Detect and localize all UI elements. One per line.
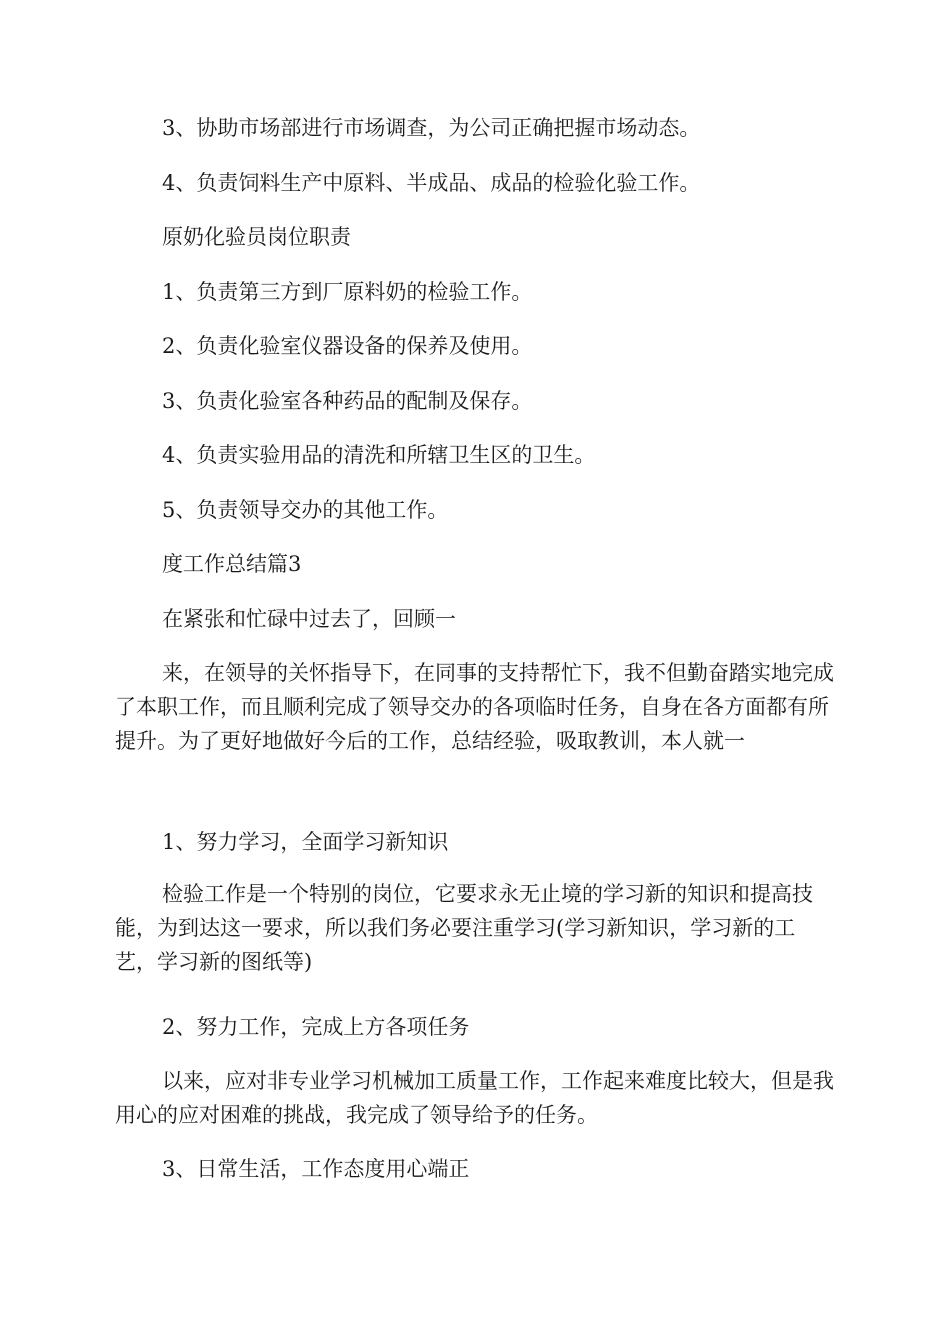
paragraph: 3、协助市场部进行市场调查，为公司正确把握市场动态。 — [162, 116, 701, 140]
paragraph: 4、负责饲料生产中原料、半成品、成品的检验化验工作。 — [162, 171, 701, 195]
paragraph: 2、负责化验室仪器设备的保养及使用。 — [162, 334, 533, 358]
paragraph: 检验工作是一个特别的岗位，它要求永无止境的学习新的知识和提高技能，为到达这一要求，所以我们务必要注重学习(学习新知识，学习新的工艺，学习新的图纸等) — [115, 882, 813, 974]
paragraph: 2、努力工作，完成上方各项任务 — [162, 1015, 470, 1039]
paragraph: 5、负责领导交办的其他工作。 — [162, 498, 449, 522]
paragraph: 3、负责化验室各种药品的配制及保存。 — [162, 389, 533, 413]
paragraph: 3、日常生活，工作态度用心端正 — [162, 1157, 470, 1181]
paragraph: 1、负责第三方到厂原料奶的检验工作。 — [162, 280, 533, 304]
paragraph: 1、努力学习，全面学习新知识 — [162, 830, 449, 854]
section-heading: 度工作总结篇3 — [162, 552, 302, 576]
section-heading: 原奶化验员岗位职责 — [162, 225, 351, 249]
paragraph: 在紧张和忙碌中过去了，回顾一 — [162, 607, 456, 631]
paragraph: 以来，应对非专业学习机械加工质量工作，工作起来难度比较大，但是我用心的应对困难的挑战，我完成了领导给予的任务。 — [115, 1069, 834, 1127]
paragraph: 来，在领导的关怀指导下，在同事的支持帮忙下，我不但勤奋踏实地完成了本职工作，而且顺利完成了领导交办的各项临时任务，自身在各方面都有所提升。为了更好地做好今后的工作，总结经验，吸取教训，本人就一 — [115, 661, 834, 753]
paragraph: 4、负责实验用品的清洗和所辖卫生区的卫生。 — [162, 443, 596, 467]
